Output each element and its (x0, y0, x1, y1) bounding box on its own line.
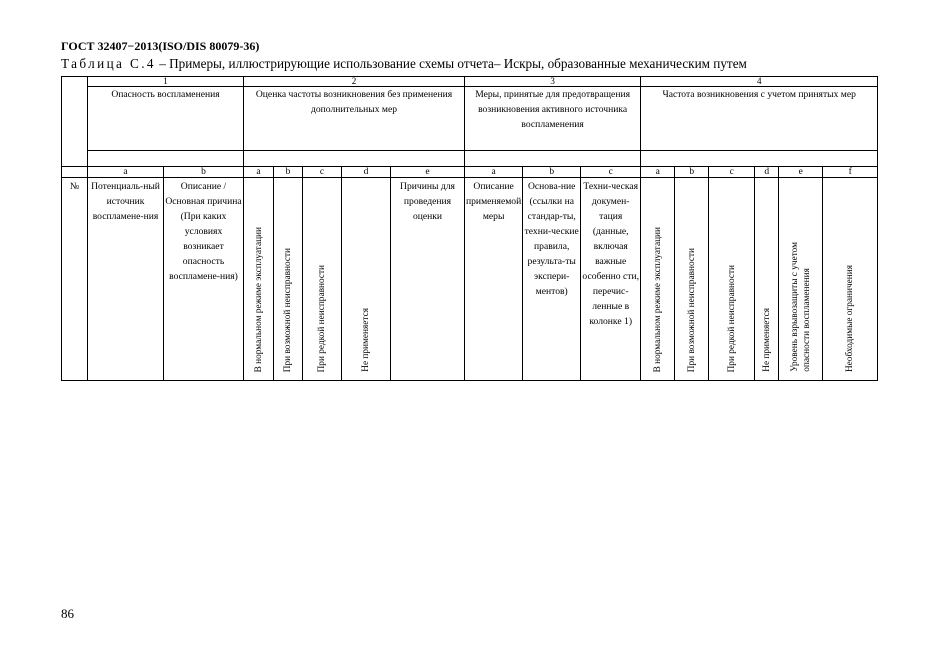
freq-possible-fault-cell (274, 178, 303, 381)
protection-level-text (789, 242, 813, 372)
blank-cell-3 (465, 151, 641, 167)
freq2-normal-operation-cell (641, 178, 675, 381)
freq2-not-applicable-text: Не применяется (761, 308, 772, 372)
required-restrictions-text: Необходимые ограничения (845, 264, 856, 372)
required-restrictions-cell (823, 178, 878, 381)
report-scheme-table (61, 76, 878, 381)
freq2-not-applicable-cell (755, 178, 779, 381)
letter-3a: a (465, 167, 523, 178)
letter-3c: c (581, 167, 641, 178)
table-caption-line (61, 56, 747, 72)
group-number-1: 1 (88, 77, 244, 87)
letter-1a: a (88, 167, 164, 178)
hazard-description-cell: Описание / Основная причина (При каких условиях возникает опасность воспламене-ния) (164, 178, 244, 381)
group-title-measures-taken: Меры, принятые для предотвращения возникновения активного источника воспламенения (465, 87, 641, 151)
group-title-frequency-without-measures: Оценка частоты возникновения без применения дополнительных мер (244, 87, 465, 151)
corner-cell (62, 77, 88, 167)
letter-2b: b (274, 167, 303, 178)
letter-4d: d (755, 167, 779, 178)
protection-level-cell (779, 178, 823, 381)
protection-level-line1: Уровень взрывозащиты с учетом (789, 242, 800, 372)
measure-basis-cell: Основа-ние (ссылки на стандар-ты, техни-ческие правила, результа-ты экспери-ментов) (523, 178, 581, 381)
letter-1b: b (164, 167, 244, 178)
table-label: Таблица С.4 (61, 56, 156, 71)
group-title-ignition-hazard: Опасность воспламенения (88, 87, 244, 151)
group-number-2: 2 (244, 77, 465, 87)
freq2-possible-fault-cell (675, 178, 709, 381)
freq2-possible-fault-text: При возможной неисправности (686, 247, 697, 372)
letter-4e: e (779, 167, 823, 178)
freq-normal-operation-text: В нормальном режиме эксплуатации (253, 226, 264, 372)
group-number-3: 3 (465, 77, 641, 87)
freq-rare-fault-text: При редкой неисправности (317, 264, 327, 372)
letter-4f: f (823, 167, 878, 178)
group-title-frequency-with-measures: Частота возникновения с учетом принятых мер (641, 87, 878, 151)
freq2-rare-fault-text: При редкой неисправности (726, 264, 737, 372)
protection-level-line2: опасности воспламенения (801, 268, 812, 372)
freq-normal-operation-cell (244, 178, 274, 381)
freq2-rare-fault-cell (709, 178, 755, 381)
letter-4b: b (675, 167, 709, 178)
measure-description-cell: Описание применяемой меры (465, 178, 523, 381)
letter-4a: a (641, 167, 675, 178)
letter-2a: a (244, 167, 274, 178)
freq-possible-fault-text: При возможной неисправности (283, 247, 293, 372)
letter-3b: b (523, 167, 581, 178)
technical-documentation-cell: Техни-ческая докумен-тация (данные, включая важные особенно сти, перечис-ленные в колонке 1) (581, 178, 641, 381)
freq-rare-fault-cell (303, 178, 342, 381)
blank-cell-2 (244, 151, 465, 167)
ignition-source-cell: Потенциаль-ный источник воспламене-ния (88, 178, 164, 381)
letter-2d: d (342, 167, 391, 178)
page-number: 86 (61, 606, 74, 621)
freq-not-applicable-text: Не применяется (361, 308, 371, 372)
letter-blank (62, 167, 88, 178)
letter-2e: e (391, 167, 465, 178)
group-number-4: 4 (641, 77, 878, 87)
standard-designation: ГОСТ 32407−2013(ISO/DIS 80079-36) (61, 39, 260, 53)
letter-4c: c (709, 167, 755, 178)
table-caption: – Примеры, иллюстрирующие использование схемы отчета– Искры, образованные механическим путем (155, 56, 747, 71)
freq-not-applicable-cell (342, 178, 391, 381)
blank-cell-4 (641, 151, 878, 167)
assessment-reasons-cell: Причины для проведения оценки (391, 178, 465, 381)
number-cell: № (62, 178, 88, 381)
blank-cell-1 (88, 151, 244, 167)
letter-2c: c (303, 167, 342, 178)
freq2-normal-operation-text: В нормальном режиме эксплуатации (652, 226, 663, 372)
